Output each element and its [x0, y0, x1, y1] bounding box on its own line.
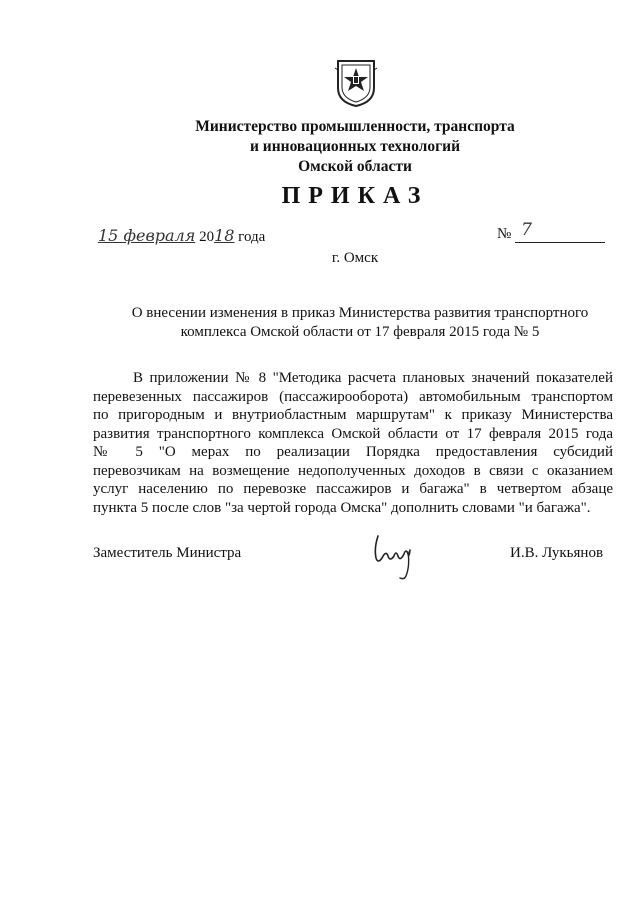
- city: г. Омск: [331, 250, 379, 266]
- date-year-handwritten: 18: [214, 226, 235, 245]
- order-body: [93, 369, 613, 517]
- signatory-name: И.В. Лукьянов: [510, 545, 604, 561]
- body-line: № 5 "О мерах по реализации Порядка предоставления субсидий: [93, 444, 613, 460]
- coat-of-arms-emblem: [334, 58, 378, 108]
- body-line: перевозчикам на возмещение недополученных доходов в связи с оказанием: [93, 462, 613, 479]
- ministry-name-line1: Министерство промышленности, транспорта: [195, 118, 515, 135]
- body-line: развития транспортного комплекса Омской области от 17 февраля 2015 года: [93, 425, 613, 442]
- signatory-position: Заместитель Министра: [93, 545, 242, 561]
- number-label: №: [497, 226, 512, 242]
- body-line: пункта 5 после слов "за чертой города Омска" дополнить словами "и багажа".: [93, 499, 591, 516]
- date-day-handwritten: 15 февраля: [98, 226, 196, 245]
- date-year-prefix: 20: [199, 229, 215, 245]
- body-line: перевезенных пассажиров (пассажирооборота) автомобильным транспортом: [93, 388, 613, 405]
- body-line: В приложении № 8 "Методика расчета плановых значений показателей: [133, 370, 613, 386]
- handwritten-signature: [368, 528, 420, 582]
- subject-line1: О внесении изменения в приказ Министерства развития транспортного: [131, 305, 589, 321]
- body-line: услуг населению по перевозке пассажиров и багажа" в четвертом абзаце: [93, 481, 613, 497]
- ministry-name-line2: и инновационных технологий: [249, 138, 461, 155]
- date-suffix: года: [238, 229, 266, 245]
- ministry-name-line3: Омской области: [298, 158, 412, 175]
- body-line: по пригородным и внутриобластным маршрутам" к приказу Министерства: [93, 407, 613, 423]
- order-date: [98, 226, 265, 247]
- document-title: ПРИКАЗ: [281, 183, 429, 209]
- order-number: [497, 220, 605, 243]
- number-field: [515, 220, 605, 243]
- subject-line2: комплекса Омской области от 17 февраля 2015 года № 5: [180, 324, 540, 340]
- number-handwritten: 7: [521, 220, 532, 240]
